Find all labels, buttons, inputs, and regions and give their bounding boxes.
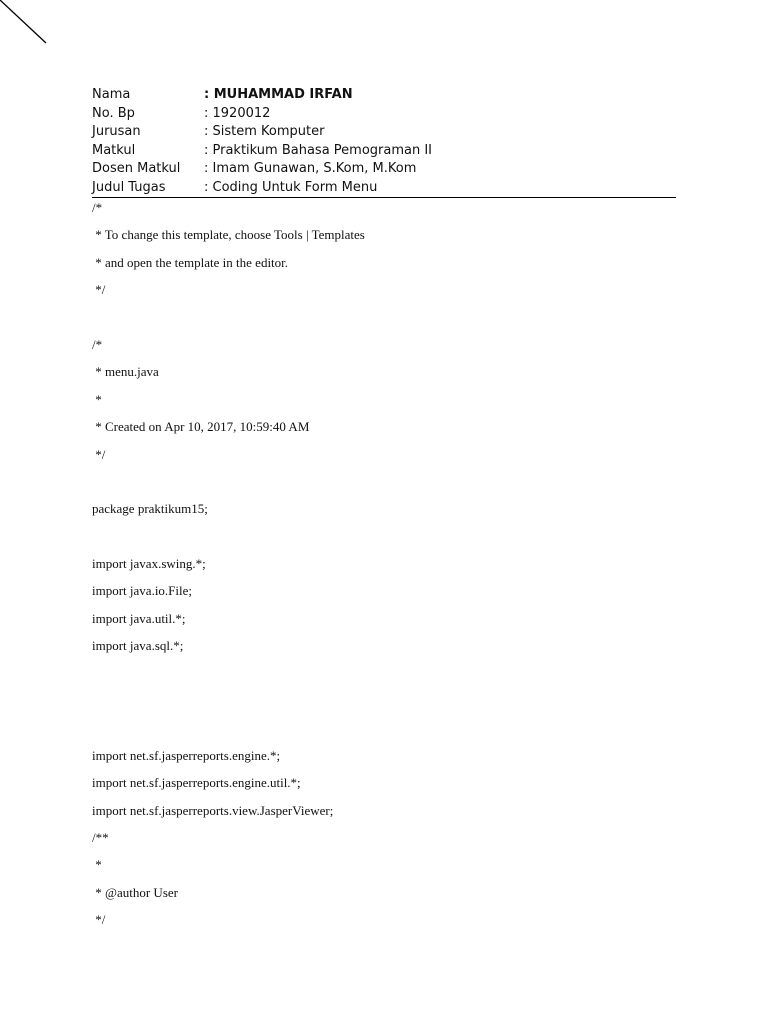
code-line: * @author User — [92, 884, 178, 900]
info-label: No. Bp — [92, 105, 135, 121]
info-value: : 1920012 — [204, 105, 271, 121]
code-line — [92, 720, 672, 747]
info-label: Matkul — [92, 142, 136, 158]
info-label: Dosen Matkul — [92, 161, 181, 176]
info-row-nama — [92, 86, 676, 105]
info-row-dosen-matkul — [92, 160, 676, 179]
info-label: Jurusan — [92, 124, 141, 139]
code-line: * — [92, 391, 102, 407]
code-line — [92, 529, 672, 556]
code-line: * and open the template in the editor. — [92, 254, 289, 270]
info-value: : Imam Gunawan, S.Kom, M.Kom — [204, 161, 417, 176]
code-line — [92, 666, 672, 693]
info-label: Nama — [92, 87, 131, 102]
code-line: import net.sf.jasperreports.engine.util.*; — [92, 775, 301, 791]
code-line: * menu.java — [92, 364, 159, 380]
info-label: Judul Tugas — [92, 179, 166, 195]
code-line: import java.io.File; — [92, 583, 193, 599]
code-line: */ — [92, 446, 106, 462]
code-line: /** — [92, 829, 109, 845]
code-line: package praktikum15; — [92, 501, 208, 517]
header-divider — [92, 197, 676, 198]
code-line: * Created on Apr 10, 2017, 10:59:40 AM — [92, 419, 310, 435]
code-line: import java.sql.*; — [92, 638, 184, 654]
code-line: import net.sf.jasperreports.view.JasperViewer; — [92, 802, 334, 818]
code-line: import net.sf.jasperreports.engine.*; — [92, 747, 281, 763]
code-line — [92, 693, 672, 720]
code-line — [92, 474, 672, 501]
info-value: : Coding Untuk Form Menu — [204, 179, 378, 195]
code-listing — [92, 200, 672, 940]
code-line: import javax.swing.*; — [92, 556, 206, 572]
info-row-matkul — [92, 142, 676, 161]
info-value: : Praktikum Bahasa Pemograman II — [204, 142, 433, 158]
info-row-judul-tugas — [92, 179, 676, 198]
code-line — [92, 310, 672, 337]
code-line: * To change this template, choose Tools | Templates — [92, 227, 365, 243]
info-row-jurusan — [92, 123, 676, 142]
code-line: /* — [92, 336, 103, 352]
code-line: * — [92, 857, 102, 873]
code-line: /* — [92, 200, 103, 215]
code-line: */ — [92, 912, 106, 928]
student-info-table — [92, 86, 676, 197]
info-value: : Sistem Komputer — [204, 124, 325, 139]
info-value: : MUHAMMAD IRFAN — [204, 87, 353, 102]
code-line: import java.util.*; — [92, 610, 186, 626]
info-row-no-bp — [92, 105, 676, 124]
page-corner-fold-icon — [0, 0, 50, 50]
code-line: */ — [92, 282, 106, 298]
